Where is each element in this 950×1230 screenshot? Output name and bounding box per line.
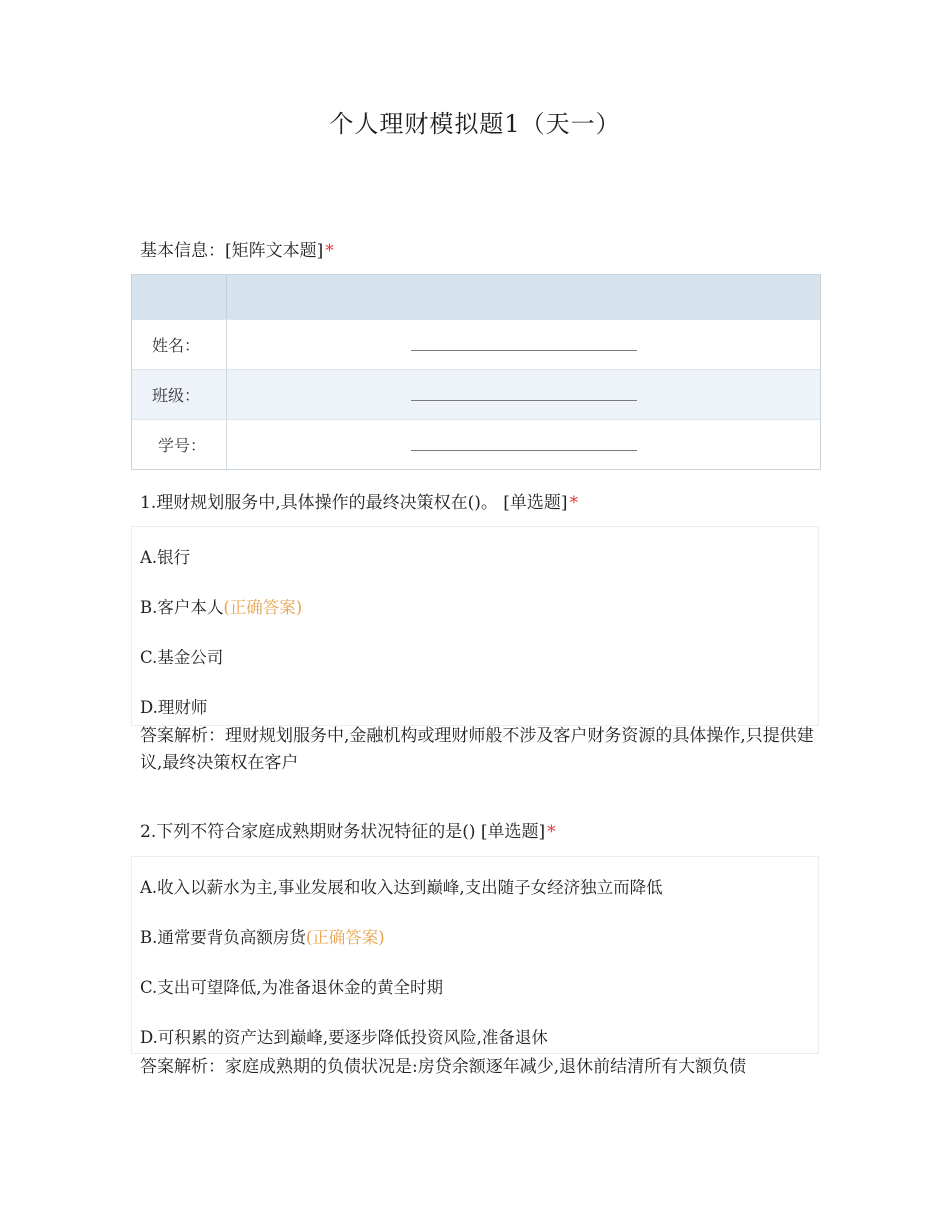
basic-info-matrix xyxy=(131,274,821,470)
blank-line xyxy=(411,400,637,401)
matrix-row-label: 班级： xyxy=(132,370,227,419)
question-2-options xyxy=(131,856,819,1054)
option-text: D.理财师 xyxy=(140,698,208,717)
option-text: D.可积累的资产达到巅峰,要逐步降低投资风险,准备退休 xyxy=(140,1028,548,1047)
matrix-row-class xyxy=(132,370,820,420)
required-mark: * xyxy=(547,822,556,842)
question-2-analysis: 答案解析：家庭成熟期的负债状况是:房贷余额逐年减少,退休前结清所有大额负债 xyxy=(140,1057,747,1077)
option-text: B.通常要背负高额房货 xyxy=(140,928,306,947)
matrix-header-row xyxy=(132,275,820,320)
blank-line xyxy=(411,450,637,451)
option-a[interactable] xyxy=(140,544,190,568)
blank-line xyxy=(411,350,637,351)
option-text: A.收入以薪水为主,事业发展和收入达到巅峰,支出随子女经济独立而降低 xyxy=(140,878,663,897)
option-text: C.支出可望降低,为准备退休金的黄全时期 xyxy=(140,978,444,997)
option-d[interactable] xyxy=(140,694,207,718)
student-id-input[interactable] xyxy=(227,420,820,469)
option-a[interactable] xyxy=(140,874,663,898)
question-1-options xyxy=(131,526,819,726)
required-mark: * xyxy=(325,241,334,261)
page-title: 个人理财模拟题1（天一） xyxy=(329,110,621,138)
name-input[interactable] xyxy=(227,320,820,369)
correct-answer-tag: (正确答案) xyxy=(305,928,385,947)
matrix-row-name xyxy=(132,320,820,370)
question-title-text: 2.下列不符合家庭成熟期财务状况特征的是() [单选题] xyxy=(140,822,546,842)
question-title-text: 1.理财规划服务中,具体操作的最终决策权在()。 [单选题] xyxy=(140,493,568,513)
option-text: B.客户本人 xyxy=(140,598,224,617)
option-text: C.基金公司 xyxy=(140,648,224,667)
option-c[interactable] xyxy=(140,974,443,998)
question-1-analysis: 答案解析：理财规划服务中,金融机构或理财师般不涉及客户财务资源的具体操作,只提供建议,最终决策权在客户 xyxy=(140,726,814,773)
correct-answer-tag: (正确答案) xyxy=(223,598,303,617)
basic-info-label-text: 基本信息：[矩阵文本题] xyxy=(140,241,324,261)
option-b[interactable] xyxy=(140,594,302,618)
matrix-row-label: 姓名： xyxy=(132,320,227,369)
required-mark: * xyxy=(569,493,579,513)
option-b[interactable] xyxy=(140,924,385,948)
option-d[interactable] xyxy=(140,1024,548,1048)
option-text: A.银行 xyxy=(140,548,191,567)
matrix-row-label: 学号： xyxy=(132,420,227,469)
matrix-row-student-id xyxy=(132,420,820,469)
question-1-title xyxy=(140,488,578,513)
basic-info-label xyxy=(140,236,334,261)
class-input[interactable] xyxy=(227,370,820,419)
option-c[interactable] xyxy=(140,644,223,668)
question-2-title xyxy=(140,817,556,842)
